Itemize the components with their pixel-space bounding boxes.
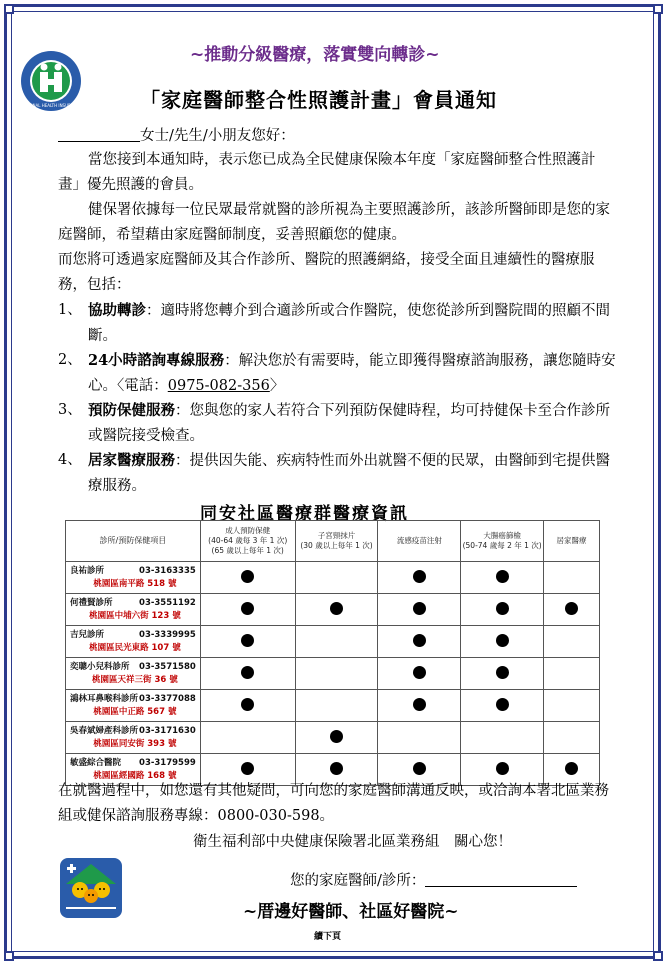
service-cell <box>200 626 295 658</box>
logo-text: NATIONAL HEALTH INSURANCE <box>20 103 82 108</box>
clinic-cell <box>66 690 201 722</box>
service-desc: ：解決您於有需要時，能立即獲得醫療諮詢服務，讓您隨時安心。〈電話： <box>88 353 616 394</box>
service-cell <box>295 594 378 626</box>
available-dot-icon <box>241 634 254 647</box>
service-title: 居家醫療服務 <box>88 452 175 469</box>
service-desc: ：提供因失能、疾病特性而外出就醫不便的民眾，由醫師到宅提供醫療服務。 <box>88 453 610 494</box>
service-cell <box>461 722 544 754</box>
service-cell <box>378 562 461 594</box>
service-cell <box>378 722 461 754</box>
table-row <box>66 690 600 722</box>
service-cell <box>295 722 378 754</box>
service-number: 1、 <box>58 302 82 318</box>
greeting-suffix: 您好： <box>251 128 295 144</box>
service-cell <box>461 562 544 594</box>
service-cell <box>544 626 600 658</box>
clinic-name-text: 鴻林耳鼻喉科診所 <box>70 693 139 704</box>
table-header-row <box>66 521 600 562</box>
service-number: 3、 <box>58 402 82 418</box>
service-title: 預防保健服務 <box>88 402 175 419</box>
available-dot-icon <box>496 602 509 615</box>
available-dot-icon <box>413 666 426 679</box>
family-doctor-logo-icon <box>60 858 122 918</box>
service-cell <box>544 594 600 626</box>
clinic-cell <box>66 658 201 690</box>
doctor-label: 您的家庭醫師/診所： <box>290 873 426 889</box>
corner-ornament <box>653 951 663 961</box>
clinic-cell <box>66 562 201 594</box>
available-dot-icon <box>413 634 426 647</box>
available-dot-icon <box>565 602 578 615</box>
header-home-care: 居家醫療 <box>544 521 600 562</box>
clinic-name <box>70 565 200 578</box>
header-clinic: 診所/預防保健項目 <box>66 521 201 562</box>
service-cell <box>544 690 600 722</box>
clinic-address: 桃園區民光東路 107 號 <box>89 642 181 653</box>
service-cell <box>544 722 600 754</box>
page-title: 「家庭醫師整合性照護計畫」會員通知 <box>140 88 497 112</box>
greeting-salutation: 女士/先生/小朋友 <box>140 128 252 144</box>
service-title: 協助轉診 <box>88 302 146 319</box>
table-row <box>66 626 600 658</box>
clinic-phone[interactable]: 03-3171630 <box>139 725 196 736</box>
clinic-name <box>70 661 200 674</box>
available-dot-icon <box>330 602 343 615</box>
service-cell <box>378 658 461 690</box>
service-cell <box>461 626 544 658</box>
available-dot-icon <box>413 570 426 583</box>
service-cell <box>200 722 295 754</box>
available-dot-icon <box>241 570 254 583</box>
header-slogan: ~推動分級醫療，落實雙向轉診~ <box>190 45 440 65</box>
service-desc: ：您與您的家人若符合下列預防保健時程，均可持健保卡至合作診所或醫院接受檢查。 <box>88 403 610 444</box>
paragraph-notice: 當您接到本通知時，表示您已成為全民健康保險本年度「家庭醫師整合性照護計畫」優先照護的會員。 <box>58 152 596 193</box>
clinic-name <box>70 693 200 706</box>
service-cell <box>200 562 295 594</box>
service-desc: ：適時將您轉介到合適診所或合作醫院，使您從診所到醫院間的照顧不間斷。 <box>88 303 610 344</box>
available-dot-icon <box>496 762 509 775</box>
clinic-name <box>70 597 200 610</box>
paragraph-family-doctor: 健保署依據每一位民眾最常就醫的診所視為主要照護診所，該診所醫師即是您的家庭醫師，希望藉由家庭醫師制度，妥善照顧您的健康。 <box>58 202 610 243</box>
table-row <box>66 562 600 594</box>
available-dot-icon <box>241 762 254 775</box>
clinic-cell <box>66 626 201 658</box>
clinic-phone[interactable]: 03-3571580 <box>139 661 196 672</box>
clinic-name-text: 吉兒診所 <box>70 629 105 640</box>
closing-paragraph: 在就醫過程中，如您還有其他疑問，可向您的家庭醫師溝通反映，或洽詢本署北區業務組或健保諮詢服務專線：0800-030-598。 <box>58 783 609 824</box>
clinic-table <box>65 520 600 786</box>
service-cell <box>461 594 544 626</box>
clinic-phone[interactable]: 03-3179599 <box>139 757 196 768</box>
service-cell <box>200 594 295 626</box>
clinic-address: 桃園區中埔六街 123 號 <box>89 610 181 621</box>
available-dot-icon <box>330 730 343 743</box>
paragraph-care-network: 而您將可透過家庭醫師及其合作診所、醫院的照護網絡，接受全面且連續性的醫療服務，包括： <box>58 252 595 293</box>
clinic-name-text: 良祐診所 <box>70 565 105 576</box>
clinic-phone[interactable]: 03-3163335 <box>139 565 196 576</box>
service-cell <box>378 626 461 658</box>
clinic-name <box>70 629 200 642</box>
clinic-name-text: 敏盛綜合醫院 <box>70 757 122 768</box>
service-cell <box>200 658 295 690</box>
available-dot-icon <box>241 698 254 711</box>
available-dot-icon <box>496 570 509 583</box>
available-dot-icon <box>413 762 426 775</box>
clinic-name-text: 奕聰小兒科診所 <box>70 661 130 672</box>
hotline-phone[interactable]: 0975-082-356 <box>167 378 270 394</box>
clinic-phone[interactable]: 03-3551192 <box>139 597 196 608</box>
clinic-name-text: 吳春斌婦產科診所 <box>70 725 139 736</box>
signature: 衛生福利部中央健康保險署北區業務組 關心您！ <box>193 834 512 850</box>
service-cell <box>378 690 461 722</box>
service-cell <box>295 658 378 690</box>
header-adult-checkup: 成人預防保健 (40-64 歲每 3 年 1 次) (65 歲以上每年 1 次) <box>200 521 295 562</box>
clinic-cell <box>66 722 201 754</box>
available-dot-icon <box>413 602 426 615</box>
clinic-address: 桃園區天祥三街 36 號 <box>92 674 178 685</box>
corner-ornament <box>4 951 14 961</box>
service-cell <box>544 658 600 690</box>
table-row <box>66 722 600 754</box>
clinic-address: 桃園區南平路 518 號 <box>93 578 177 589</box>
available-dot-icon <box>241 666 254 679</box>
available-dot-icon <box>496 698 509 711</box>
corner-ornament <box>653 4 663 14</box>
corner-ornament <box>4 4 14 14</box>
clinic-address: 桃園區同安街 393 號 <box>93 738 177 749</box>
clinic-address: 桃園區經國路 168 號 <box>93 770 177 781</box>
service-title: 24小時諮詢專線服務 <box>88 352 225 369</box>
available-dot-icon <box>413 698 426 711</box>
greeting <box>58 124 613 149</box>
available-dot-icon <box>330 762 343 775</box>
service-cell <box>461 690 544 722</box>
service-tail: 〉 <box>269 378 285 394</box>
doctor-blank[interactable] <box>425 870 577 887</box>
clinic-name-text: 何禮賢診所 <box>70 597 113 608</box>
clinic-cell <box>66 594 201 626</box>
available-dot-icon <box>496 634 509 647</box>
service-cell <box>200 690 295 722</box>
clinic-name <box>70 757 200 770</box>
doctor-line <box>290 869 577 890</box>
available-dot-icon <box>241 602 254 615</box>
clinic-phone[interactable]: 03-3377088 <box>139 693 196 704</box>
clinic-name <box>70 725 200 738</box>
service-cell <box>544 562 600 594</box>
nhi-logo-icon <box>20 50 82 112</box>
header-pap-smear: 子宮頸抹片 (30 歲以上每年 1 次) <box>295 521 378 562</box>
clinic-phone[interactable]: 03-3339995 <box>139 629 196 640</box>
service-cell <box>295 626 378 658</box>
service-cell <box>295 562 378 594</box>
table-row <box>66 594 600 626</box>
clinic-address: 桃園區中正路 567 號 <box>93 706 177 717</box>
header-flu-vaccine: 流感疫苗注射 <box>378 521 461 562</box>
header-colorectal-screening: 大腸癌篩檢 (50-74 歲每 2 年 1 次) <box>461 521 544 562</box>
footer-slogan: ~厝邊好醫師、社區好醫院~ <box>243 902 459 922</box>
service-number: 2、 <box>58 352 82 368</box>
service-cell <box>378 594 461 626</box>
available-dot-icon <box>565 762 578 775</box>
available-dot-icon <box>496 666 509 679</box>
table-row <box>66 658 600 690</box>
next-page-note: 續下頁 <box>314 932 342 942</box>
table-title: 同安社區醫療群醫療資訊 <box>200 504 409 524</box>
service-number: 4、 <box>58 452 82 468</box>
service-cell <box>295 690 378 722</box>
service-cell <box>461 658 544 690</box>
name-blank[interactable] <box>58 125 140 142</box>
